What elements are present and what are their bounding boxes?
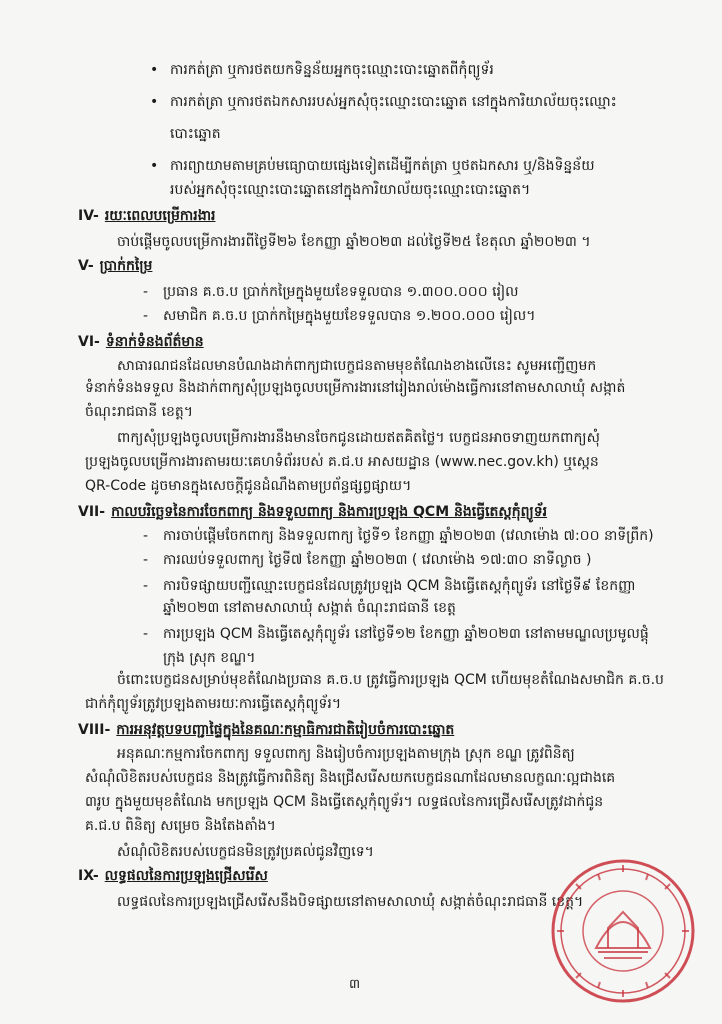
section-number: IX- bbox=[78, 868, 99, 884]
list-item bbox=[143, 526, 654, 546]
paragraph-line: សាធារណជនដែលមានបំណងដាក់ពាក្យជាបេក្ខជនតាមមុខតំណែងខាងលើនេះ សូមអញ្ជើញមក bbox=[117, 358, 597, 374]
section-number: V- bbox=[78, 258, 94, 274]
section-number: VIII- bbox=[78, 722, 111, 738]
bullet-item bbox=[150, 92, 617, 112]
bullet-item bbox=[150, 60, 494, 80]
list-continuation: ក្រុង ស្រុក ខណ្ឌ។ bbox=[163, 650, 256, 666]
section-text: លទ្ធផលនៃការប្រឡងជ្រើសរើសនឹងបិទផ្សាយនៅតាមសាលាឃុំ សង្កាត់ចំណុះរាជធានី ខេត្ត។ bbox=[117, 894, 584, 910]
list-text: ការបិទផ្សាយបញ្ជីឈ្មោះបេក្ខជនដែលត្រូវប្រឡង QCM និងធ្វើតេស្តកុំព្យូទ័រ នៅថ្ងៃទី៩ ខែកញ្ញា bbox=[163, 578, 636, 594]
list-text: ប្រធាន គ.ច.ប ប្រាក់កម្រៃក្នុងមួយខែទទួលបាន ១.៣០០.០០០ រៀល bbox=[163, 284, 519, 300]
paragraph-line: ចំពោះបេក្ខជនសម្រាប់មុខតំណែងប្រធាន គ.ច.ប ត្រូវធ្វើការប្រឡង QCM ហើយមុខតំណែងសមាជិក គ.ច.ប bbox=[117, 672, 664, 688]
list-item bbox=[143, 624, 649, 644]
paragraph-line: ប្រឡងចូលបម្រើការងារតាមរយៈគេហទំព័ររបស់ គ.ជ.ប អាសយដ្ឋាន (www.nec.gov.kh) ឬស្កេន bbox=[85, 454, 599, 470]
section-heading-vi bbox=[78, 332, 204, 352]
list-continuation: ឆ្នាំ២០២៣ នៅតាមសាលាឃុំ សង្កាត់ ចំណុះរាជធានី ខេត្ត bbox=[163, 600, 456, 616]
section-title: ទំនាក់ទំនងព័ត៌មាន bbox=[105, 334, 204, 350]
section-heading-vii bbox=[78, 502, 547, 522]
paragraph-line: សំណុំលិខិតរបស់បេក្ខជនមិនត្រូវប្រគល់ជូនវិញទេ។ bbox=[117, 844, 374, 860]
section-text: ចាប់ផ្តើមចូលបម្រើការងារពីថ្ងៃទី២៦ ខែកញ្ញា ឆ្នាំ២០២៣ ដល់ថ្ងៃទី២៥ ខែតុលា ឆ្នាំ២០២៣ ។ bbox=[117, 234, 591, 250]
paragraph-line: សំណុំលិខិតរបស់បេក្ខជន និងត្រូវធ្វើការពិនិត្យ និងជ្រើសរើសយកបេក្ខជនណាដែលមានលក្ខណៈល្អជាងគេ bbox=[85, 770, 616, 786]
section-number: IV- bbox=[78, 208, 99, 224]
section-number: VI- bbox=[78, 334, 100, 350]
section-heading-viii bbox=[78, 720, 454, 740]
bullet-text: ការកត់ត្រា ឬការថតយកទិន្នន័យអ្នកចុះឈ្មោះបោះឆ្នោតពីកុំព្យូទ័រ bbox=[170, 62, 494, 78]
section-title: រយៈពេលបម្រើការងារ bbox=[104, 208, 216, 224]
dash-mark: - bbox=[143, 578, 149, 594]
dash-mark: - bbox=[143, 284, 149, 300]
list-item bbox=[143, 550, 591, 570]
paragraph-line: ចំណុះរាជធានី ខេត្ត។ bbox=[85, 404, 194, 420]
section-title: កាលបរិច្ឆេទនៃការចែកពាក្យ និងទទួលពាក្យ និងការប្រឡង QCM និងធ្វើតេស្តកុំព្យូទ័រ bbox=[111, 504, 548, 520]
section-title: លទ្ធផលនៃការប្រឡងជ្រើសរើស bbox=[104, 868, 268, 884]
bullet-mark: • bbox=[150, 158, 159, 174]
section-title: ប្រាក់កម្រៃ bbox=[99, 258, 153, 274]
list-item bbox=[143, 576, 636, 596]
bullet-item bbox=[150, 156, 595, 176]
list-item bbox=[143, 282, 518, 302]
bullet-text: ការកត់ត្រា ឬការថតឯកសាររបស់អ្នកសុំចុះឈ្មោះបោះឆ្នោត នៅក្នុងការិយាល័យចុះឈ្មោះ bbox=[170, 94, 617, 110]
page-number: ៣ bbox=[349, 977, 361, 992]
dash-mark: - bbox=[143, 552, 149, 568]
official-seal-icon bbox=[548, 856, 698, 1006]
dash-mark: - bbox=[143, 308, 149, 324]
paragraph-line: គ.ជ.ប ពិនិត្យ សម្រេច និងតែងតាំង។ bbox=[85, 818, 276, 834]
list-item bbox=[143, 306, 535, 326]
list-text: សមាជិក គ.ច.ប ប្រាក់កម្រៃក្នុងមួយខែទទួលបាន ១.២០០.០០០ រៀល។ bbox=[163, 308, 536, 324]
list-text: ការប្រឡង QCM និងធ្វើតេស្តកុំព្យូទ័រ នៅថ្ងៃទី១២ ខែកញ្ញា ឆ្នាំ២០២៣ នៅតាមមណ្ឌលប្រមូលផ្តុំ bbox=[163, 626, 649, 642]
paragraph-line: ពាក្យសុំប្រឡងចូលបម្រើការងារនឹងមានចែកជូនដោយឥតគិតថ្លៃ។ បេក្ខជនអាចទាញយកពាក្យសុំ bbox=[117, 430, 600, 446]
paragraph-line: អនុគណៈកម្មការចែកពាក្យ ទទួលពាក្យ និងរៀបចំការប្រឡងតាមក្រុង ស្រុក ខណ្ឌ ត្រូវពិនិត្យ bbox=[117, 746, 575, 762]
section-heading-v bbox=[78, 256, 152, 276]
paragraph-line: QR-Code ដូចមានក្នុងសេចក្តីជូនដំណឹងតាមប្រព័ន្ធផ្សព្វផ្សាយ។ bbox=[85, 478, 412, 494]
paragraph-line: ជាក់កុំព្យូទ័រត្រូវប្រឡងតាមរយៈការធ្វើតេស្តកុំព្យូទ័រ។ bbox=[85, 696, 342, 712]
paragraph-line: ៣រូប ក្នុងមួយមុខតំណែង មកប្រឡង QCM និងធ្វើតេស្តកុំព្យូទ័រ។ លទ្ធផលនៃការជ្រើសរើសត្រូវដាក់ជូន bbox=[85, 794, 604, 810]
list-text: ការឈប់ទទួលពាក្យ ថ្ងៃទី៧ ខែកញ្ញា ឆ្នាំ២០២៣ ( វេលាម៉ោង ១៧:៣០ នាទីល្ងាច ) bbox=[163, 552, 592, 568]
bullet-mark: • bbox=[150, 94, 159, 110]
section-title: ការអនុវត្តបទបញ្ជាផ្ទៃក្នុងនៃគណៈកម្មាធិការជាតិរៀបចំការបោះឆ្នោត bbox=[116, 722, 455, 738]
section-heading-iv bbox=[78, 206, 215, 226]
bullet-text: ការព្យាយាមតាមគ្រប់មធ្យោបាយផ្សេងទៀតដើម្បីកត់ត្រា ឬថតឯកសារ ឬ/និងទិន្នន័យ bbox=[170, 158, 595, 174]
bullet-continuation: បោះឆ្នោត bbox=[170, 126, 221, 142]
section-number: VII- bbox=[78, 504, 106, 520]
dash-mark: - bbox=[143, 626, 149, 642]
section-heading-ix bbox=[78, 866, 268, 886]
dash-mark: - bbox=[143, 528, 149, 544]
bullet-mark: • bbox=[150, 62, 159, 78]
bullet-continuation: របស់អ្នកសុំចុះឈ្មោះបោះឆ្នោតនៅក្នុងការិយាល័យចុះឈ្មោះបោះឆ្នោត។ bbox=[170, 182, 531, 198]
list-text: ការចាប់ផ្តើមចែកពាក្យ និងទទួលពាក្យ ថ្ងៃទី១ ខែកញ្ញា ឆ្នាំ២០២៣ (វេលាម៉ោង ៧:០០ នាទីព្រឹក) bbox=[163, 528, 654, 544]
paragraph-line: ទំនាក់ទំនងទទួល និងដាក់ពាក្យសុំប្រឡងចូលបម្រើការងារនៅរៀងរាល់ម៉ោងធ្វើការនៅតាមសាលាឃុំ សង្កាត់ bbox=[85, 380, 626, 396]
